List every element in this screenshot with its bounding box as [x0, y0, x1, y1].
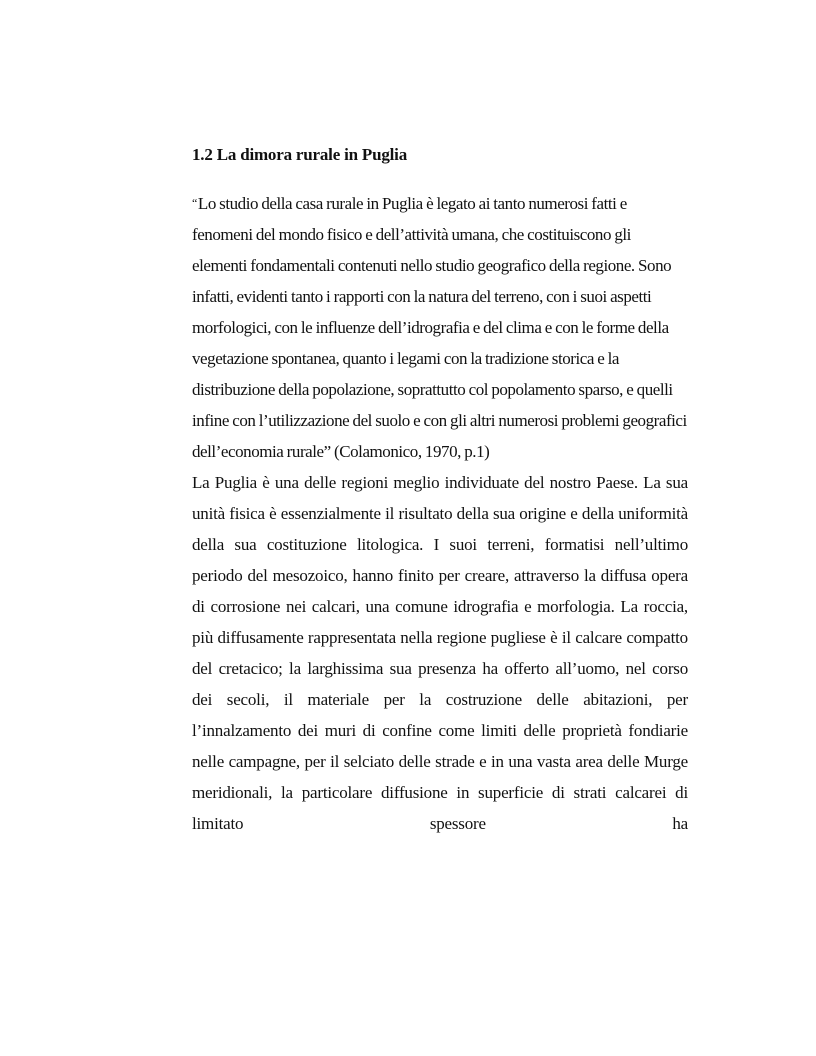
quotation-text: Lo studio della casa rurale in Puglia è legato ai tanto numerosi fatti e fenomeni del mondo fisico e dell’attività umana, che costituiscono gli elementi fondamentali contenuti nello studio geografico della regione. Sono infatti, evidenti tanto i rapporti con la natura del terreno, con i suoi aspetti morfologici, con le influenze dell’idrografia e del clima e con le forme della vegetazione spontanea, quanto i legami con la tradizione storica e la distribuzione della popolazione, soprattutto col popolamento sparso, e quelli infine con l’utilizzazione del suolo e con gli altri numerosi problemi geografici dell’economia rurale” (Colamonico, 1970, p.1)	[192, 194, 687, 461]
quotation-paragraph	[192, 188, 688, 467]
body-paragraph: La Puglia è una delle regioni meglio individuate del nostro Paese. La sua unità fisica è essenzialmente il risultato della sua origine e della uniformità della sua costituzione litologica. I suoi terreni, formatisi nell’ultimo periodo del mesozoico, hanno finito per creare, attraverso la diffusa opera di corrosione nei calcari, una comune idrografia e morfologia. La roccia, più diffusamente rappresentata nella regione pugliese è il calcare compatto del cretacico; la larghissima sua presenza ha offerto all’uomo, nel corso dei secoli, il materiale per la costruzione delle abitazioni, per l’innalzamento dei muri di confine come limiti delle proprietà fondiarie nelle campagne, per il selciato delle strade e in una vasta area delle Murge meridionali, la particolare diffusione in superficie di strati calcarei di limitato spessore ha	[192, 473, 688, 833]
document-page	[192, 140, 688, 839]
section-heading: 1.2 La dimora rurale in Puglia	[192, 145, 408, 164]
opening-quote-mark: “	[192, 196, 197, 210]
